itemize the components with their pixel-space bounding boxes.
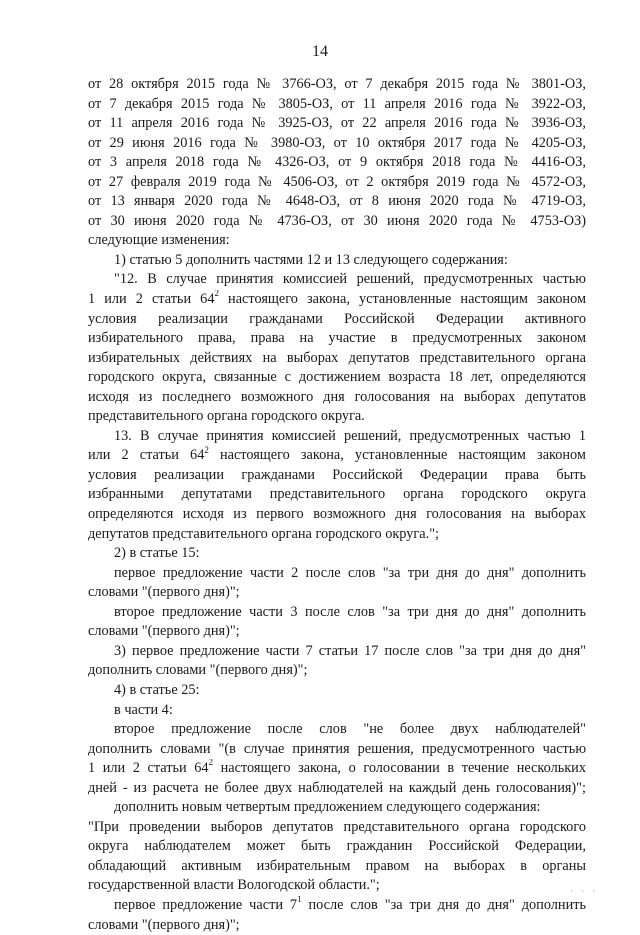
line-text: 13. В случае принятия комиссией решений, предусмотренных частью 1 (114, 427, 586, 444)
text-line (88, 310, 586, 330)
line-text: от 27 февраля 2019 года № 4506-ОЗ, от 2 октября 2019 года № 4572-ОЗ, (88, 173, 586, 190)
superscript: 2 (214, 290, 219, 299)
text-line (88, 134, 586, 154)
text-line (88, 603, 586, 623)
line-text: первое предложение части 2 после слов "за три дня до дня" дополнить (114, 564, 586, 581)
superscript: 2 (208, 759, 214, 768)
line-text: избранными депутатами представительного органа городского округа (88, 486, 586, 503)
line-text: условия реализации гражданами Российской Федерации права быть (88, 466, 586, 483)
text-line (88, 583, 586, 603)
text-line (88, 564, 586, 584)
line-text: условия реализации гражданами Российской Федерации активного (88, 310, 586, 327)
line-text-continued: после слов "за три дня до дня" дополнить (301, 896, 586, 913)
text-line (88, 231, 586, 251)
text-line (88, 407, 586, 427)
line-text: дополнить словами "(в случае принятия решения, предусмотренного частью (88, 740, 586, 757)
text-line (88, 720, 586, 740)
text-line (88, 212, 586, 232)
text-line (88, 896, 586, 916)
text-line (88, 916, 586, 935)
scan-artifact: · · · (570, 886, 599, 896)
line-text: исходя из последнего возможного дня голосования на выборах депутатов (88, 388, 586, 405)
line-text: от 30 июня 2020 года № 4736-ОЗ, от 30 июня 2020 года № 4753-ОЗ) (88, 212, 586, 229)
text-line (88, 368, 586, 388)
line-text: обладающий активным избирательным правом на выборах в органы (88, 857, 586, 874)
line-text: дополнить словами "(первого дня)"; (88, 662, 308, 679)
superscript: 2 (204, 446, 209, 455)
line-text: 2) в статье 15: (114, 545, 200, 562)
text-line (88, 446, 586, 466)
text-line (88, 681, 586, 701)
line-text: от 13 января 2020 года № 4648-ОЗ, от 8 июня 2020 года № 4719-ОЗ, (88, 193, 586, 210)
text-line (88, 876, 586, 896)
line-text: "При проведении выборов депутатов представительного органа городского (88, 818, 586, 835)
line-text: определяются исходя из первого возможного дня голосования на выборах (88, 506, 586, 523)
line-text: от 28 октября 2015 года № 3766-ОЗ, от 7 декабря 2015 года № 3801-ОЗ, (88, 76, 586, 92)
line-text: дней - из расчета не более двух наблюдателей на каждый день голосования)"; (88, 779, 586, 796)
line-text: словами "(первого дня)"; (88, 623, 240, 640)
text-line (88, 427, 586, 447)
text-line (88, 779, 586, 799)
text-line (88, 173, 586, 193)
line-text: 1 или 2 статьи 64 (88, 760, 209, 777)
text-line (88, 622, 586, 642)
line-text: от 11 апреля 2016 года № 3925-ОЗ, от 22 апреля 2016 года № 3936-ОЗ, (88, 115, 586, 132)
text-line (88, 701, 586, 721)
line-text: 1) статью 5 дополнить частями 12 и 13 следующего содержания: (114, 251, 508, 268)
text-line (88, 505, 586, 525)
line-text: депутатов представительного органа городского округа."; (88, 525, 440, 542)
text-line (88, 270, 586, 290)
text-line (88, 857, 586, 877)
line-text: от 3 апреля 2018 года № 4326-ОЗ, от 9 октября 2018 года № 4416-ОЗ, (88, 154, 586, 171)
text-line (88, 642, 586, 662)
line-text: городского округа, связанные с достижением возраста 18 лет, определяются (88, 369, 586, 386)
text-line (88, 798, 586, 818)
text-line (88, 466, 586, 486)
text-line (88, 349, 586, 369)
line-text: следующие изменения: (88, 232, 230, 249)
text-line (88, 388, 586, 408)
line-text: избирательных действиях на выборах депутатов представительного органа (88, 349, 586, 366)
line-text: от 7 декабря 2015 года № 3805-ОЗ, от 11 апреля 2016 года № 3922-ОЗ, (88, 95, 586, 112)
line-text: 4) в статье 25: (114, 681, 200, 698)
text-line (88, 740, 586, 760)
text-line (88, 544, 586, 564)
text-line (88, 759, 586, 779)
line-text: от 29 июня 2016 года № 3980-ОЗ, от 10 октября 2017 года № 4205-ОЗ, (88, 134, 586, 151)
text-line (88, 485, 586, 505)
text-line (88, 153, 586, 173)
line-text-continued: настоящего закона, о голосовании в течение нескольких (213, 760, 586, 777)
text-line (88, 329, 586, 349)
superscript: 1 (297, 895, 302, 905)
text-line (88, 818, 586, 838)
text-line (88, 525, 586, 545)
line-text: второе предложение после слов "не более двух наблюдателей" (114, 721, 586, 738)
line-text-continued: настоящего закона, установленные настоящим законом (208, 447, 586, 464)
text-line (88, 192, 586, 212)
line-text: второе предложение части 3 после слов "за три дня до дня" дополнить (114, 603, 586, 620)
text-line (88, 95, 586, 115)
text-line (88, 290, 586, 310)
line-text: 3) первое предложение части 7 статьи 17 после слов "за три дня до дня" (114, 642, 586, 659)
text-line (88, 75, 586, 95)
document-body (88, 75, 586, 935)
line-text: государственной власти Вологодской области."; (88, 877, 380, 894)
line-text: представительного органа городского округа. (88, 408, 365, 425)
line-text: в части 4: (114, 701, 173, 718)
page-number: 14 (312, 43, 328, 60)
line-text: избирательного права, права на участие в предусмотренных законом (88, 330, 586, 347)
line-text: или 2 статьи 64 (88, 447, 205, 464)
line-text: дополнить новым четвертым предложением следующего содержания: (114, 799, 541, 816)
text-line (88, 837, 586, 857)
line-text: словами "(первого дня)"; (88, 584, 240, 601)
line-text: словами "(первого дня)"; (88, 916, 240, 933)
line-text-continued: настоящего закона, установленные настоящим законом (218, 291, 586, 308)
text-line (88, 114, 586, 134)
text-line (88, 251, 586, 271)
line-text: округа наблюдателем может быть гражданин Российской Федерации, (88, 838, 586, 855)
line-text: первое предложение части 7 (114, 896, 298, 913)
text-line (88, 661, 586, 681)
line-text: "12. В случае принятия комиссией решений, предусмотренных частью (114, 271, 586, 288)
line-text: 1 или 2 статьи 64 (88, 291, 215, 308)
